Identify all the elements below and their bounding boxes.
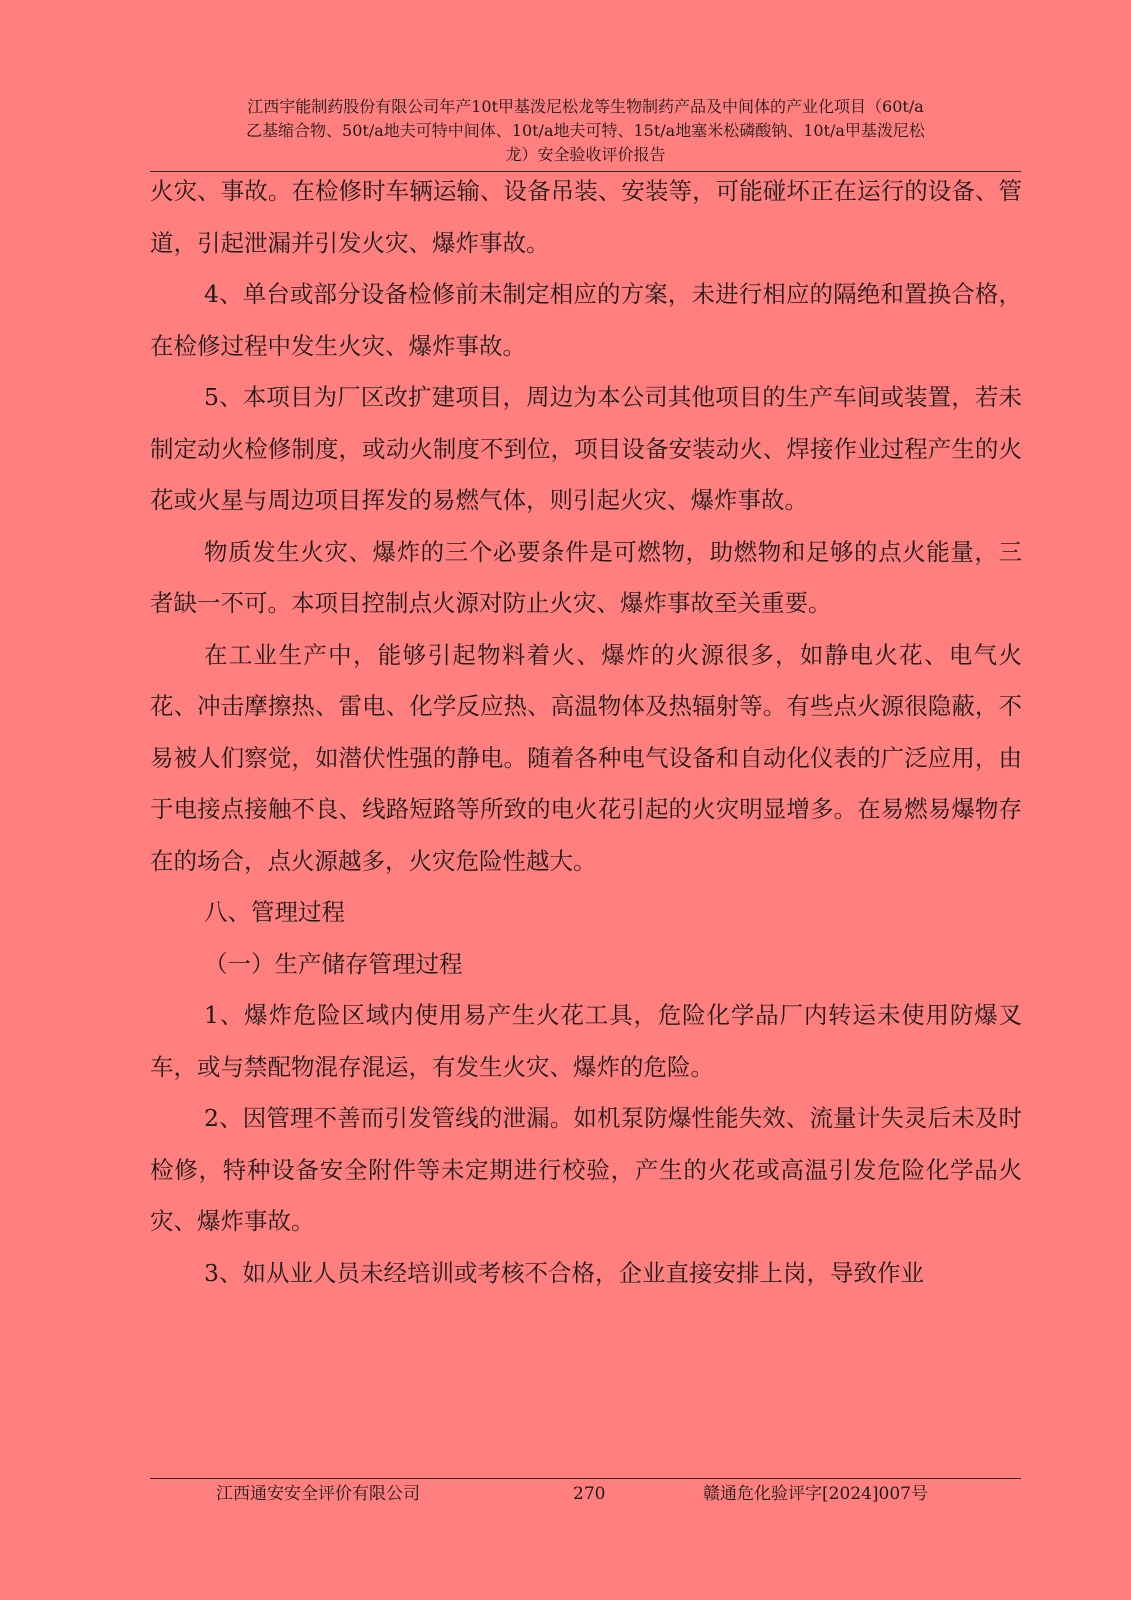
paragraph-mgmt-item-3: 3、如从业人员未经培训或考核不合格，企业直接安排上岗，导致作业 [204, 1258, 924, 1287]
section-heading-management: 八、管理过程 [204, 898, 345, 926]
footer-divider [150, 1478, 1021, 1479]
paragraph-ignition-sources: 在工业生产中，能够引起物料着火、爆炸的火源很多，如静电火花、电气火花、冲击摩擦热、雷电、化学反应热、高温物体及热辐射等。有些点火源很隐蔽，不易被人们察觉，如潜伏性强的静电。随着各种电气设备和自动化仪表的广泛应用，由于电接点接触不良、线路短路等所致的电火花引起的火灾明显增多。在易燃易爆物存在的场合，点火源越多，火灾危险性越大。 [150, 640, 1022, 875]
paragraph-ignition-conditions: 物质发生火灾、爆炸的三个必要条件是可燃物，助燃物和足够的点火能量，三者缺一不可。本项目控制点火源对防止火灾、爆炸事故至关重要。 [150, 537, 1022, 617]
page-body [150, 166, 1022, 1299]
footer-doc-number: 赣通危化验评字[2024]007号 [703, 1484, 928, 1504]
footer-page-number: 270 [573, 1484, 606, 1504]
header-title-line-3: 龙）安全验收评价报告 [505, 145, 666, 164]
paragraph-item-5: 5、本项目为厂区改扩建项目，周边为本公司其他项目的生产车间或装置，若未制定动火检修制度，或动火制度不到位，项目设备安装动火、焊接作业过程产生的火花或火星与周边项目挥发的易燃气体，则引起火灾、爆炸事故。 [150, 383, 1022, 514]
paragraph-item-4: 4、单台或部分设备检修前未制定相应的方案，未进行相应的隔绝和置换合格，在检修过程中发生火灾、爆炸事故。 [150, 280, 1022, 360]
header-title-line-2: 乙基缩合物、50t/a地夫可特中间体、10t/a地夫可特、15t/a地塞米松磷酸钠、10t/a甲基泼尼松 [246, 121, 925, 140]
paragraph-mgmt-item-2: 2、因管理不善而引发管线的泄漏。如机泵防爆性能失效、流量计失灵后未及时检修，特种设备安全附件等未定期进行校验，产生的火花或高温引发危险化学品火灾、爆炸事故。 [150, 1104, 1022, 1235]
subsection-heading-production-storage: （一）生产储存管理过程 [204, 949, 463, 978]
footer-company: 江西通安安全评价有限公司 [216, 1484, 420, 1504]
page-header [150, 95, 1021, 167]
paragraph-mgmt-item-1: 1、爆炸危险区域内使用易产生火花工具，危险化学品厂内转运未使用防爆叉车，或与禁配物混存混运，有发生火灾、爆炸的危险。 [150, 1001, 1022, 1081]
paragraph-continuation: 火灾、事故。在检修时车辆运输、设备吊装、安装等，可能碰坏正在运行的设备、管道，引起泄漏并引发火灾、爆炸事故。 [150, 177, 1022, 257]
header-title-line-1: 江西宇能制药股份有限公司年产10t甲基泼尼松龙等生物制药产品及中间体的产业化项目（60t/a [247, 97, 924, 116]
